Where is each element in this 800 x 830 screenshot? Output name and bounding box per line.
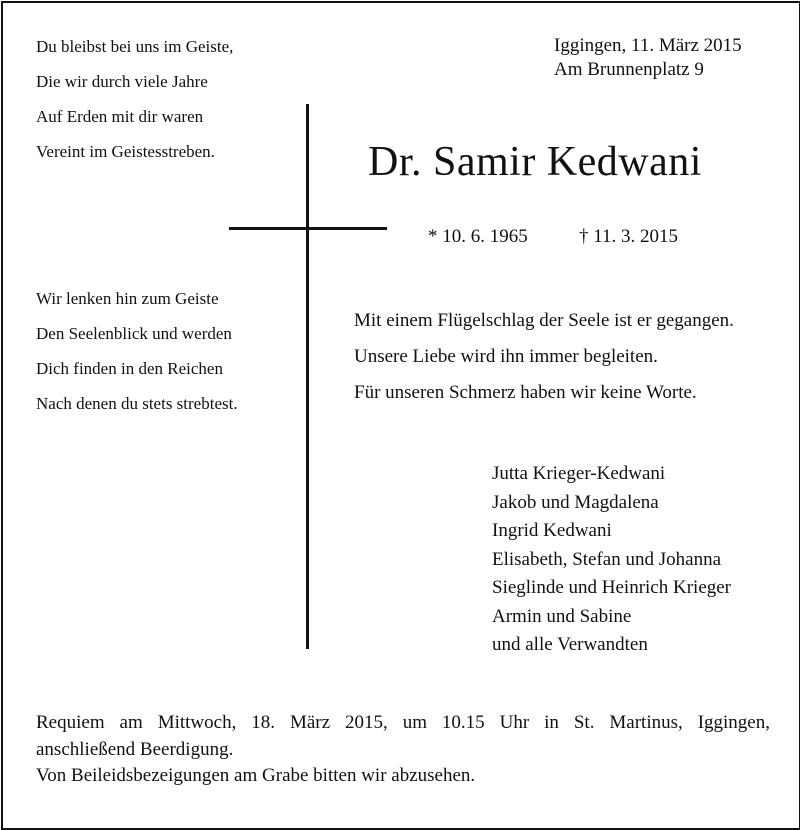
notice-line: Requiem am Mittwoch, 18. März 2015, um 10.15 Uhr in St. Martinus, Iggingen, bbox=[36, 712, 770, 733]
poem-line: Wir lenken hin zum Geiste bbox=[36, 289, 219, 308]
mourners-list bbox=[492, 460, 731, 660]
poem-line: Dich finden in den Reichen bbox=[36, 359, 223, 378]
cross-icon-horizontal-bar bbox=[229, 227, 387, 230]
poem-line: Nach denen du stets strebtest. bbox=[36, 394, 238, 413]
verse-line: Mit einem Flügelschlag der Seele ist er gegangen. bbox=[354, 310, 734, 331]
birth-date: * 10. 6. 1965 bbox=[428, 226, 528, 247]
verse-line: Unsere Liebe wird ihn immer begleiten. bbox=[354, 346, 658, 367]
verse-line: Für unseren Schmerz haben wir keine Worte. bbox=[354, 382, 697, 403]
place-date: Iggingen, 11. März 2015 bbox=[554, 35, 742, 56]
death-date: † 11. 3. 2015 bbox=[579, 226, 679, 247]
poem-line: Du bleibst bei uns im Geiste, bbox=[36, 37, 234, 56]
mourner-entry: Sieglinde und Heinrich Krieger bbox=[492, 577, 732, 598]
mourner-entry: Jutta Krieger-Kedwani bbox=[492, 463, 666, 484]
notice-line: anschließend Beerdigung. bbox=[36, 738, 234, 760]
poem-top bbox=[36, 29, 233, 169]
notice-line: Von Beileidsbezeigungen am Grabe bitten wir abzusehen. bbox=[36, 765, 476, 786]
cross-icon-vertical-bar bbox=[306, 104, 309, 649]
mourner-entry: Jakob und Magdalena bbox=[492, 491, 659, 513]
memorial-verse bbox=[354, 303, 734, 411]
deceased-name: Dr. Samir Kedwani bbox=[368, 139, 702, 185]
address: Am Brunnenplatz 9 bbox=[554, 59, 704, 80]
mourner-entry: Armin und Sabine bbox=[492, 605, 632, 627]
poem-line: Die wir durch viele Jahre bbox=[36, 72, 208, 91]
poem-bottom bbox=[36, 281, 238, 421]
funeral-notice bbox=[36, 710, 770, 790]
mourner-entry: Ingrid Kedwani bbox=[492, 520, 612, 541]
poem-line: Auf Erden mit dir waren bbox=[36, 107, 204, 126]
mourner-entry: und alle Verwandten bbox=[492, 634, 648, 655]
mourner-entry: Elisabeth, Stefan und Johanna bbox=[492, 548, 722, 570]
poem-line: Den Seelenblick und werden bbox=[36, 324, 232, 343]
poem-line: Vereint im Geistesstreben. bbox=[36, 142, 215, 161]
